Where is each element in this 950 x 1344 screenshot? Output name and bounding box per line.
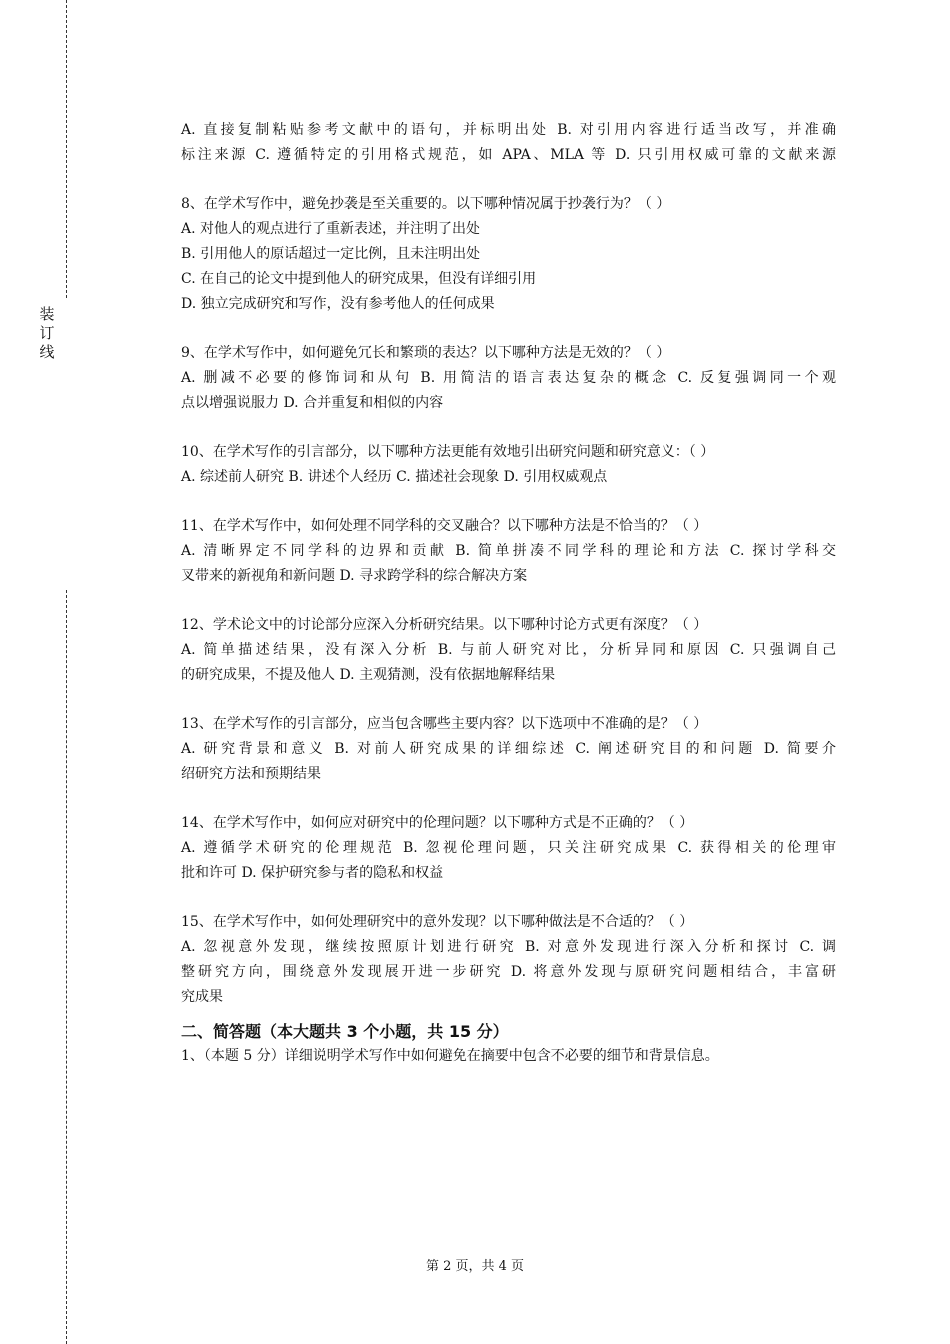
binding-char: 线 — [39, 343, 55, 361]
option-line: C. 在自己的论文中提到他人的研究成果，但没有详细引用 — [181, 271, 537, 287]
option-line: 点以增强说服力 D. 合并重复和相似的内容 — [181, 395, 444, 411]
question-8 — [181, 192, 836, 317]
option-line: 的研究成果，不提及他人 D. 主观猜测，没有依据地解释结果 — [181, 667, 556, 683]
binding-char: 订 — [39, 324, 55, 342]
question-12 — [181, 613, 836, 688]
option-line: A. 研究背景和意义 B. 对前人研究成果的详细综述 C. 阐述研究目的和问题 D. 简要介 — [181, 741, 836, 757]
short-answer-question-1: 1、（本题 5 分）详细说明学术写作中如何避免在摘要中包含不必要的细节和背景信息。 — [181, 1048, 719, 1064]
binding-char: 装 — [39, 305, 55, 323]
option-line: A. 忽视意外发现，继续按照原计划进行研究 B. 对意外发现进行深入分析和探讨 C. 调 — [181, 939, 836, 955]
question-7-options — [181, 118, 836, 168]
question-stem: 11、在学术写作中，如何处理不同学科的交叉融合？以下哪种方法是不恰当的？（ ） — [181, 518, 708, 534]
question-14 — [181, 811, 836, 886]
option-line: A. 遵循学术研究的伦理规范 B. 忽视伦理问题，只关注研究成果 C. 获得相关的伦理审 — [181, 840, 836, 856]
page-content — [181, 118, 836, 1069]
option-line: A. 删减不必要的修饰词和从句 B. 用简洁的语言表达复杂的概念 C. 反复强调同一个观 — [181, 370, 836, 386]
option-line: A. 综述前人研究 B. 讲述个人经历 C. 描述社会现象 D. 引用权威观点 — [181, 469, 608, 485]
question-stem: 12、学术论文中的讨论部分应深入分析研究结果。以下哪种讨论方式更有深度？（ ） — [181, 617, 708, 633]
question-15 — [181, 910, 836, 1010]
question-stem: 15、在学术写作中，如何处理研究中的意外发现？以下哪种做法是不合适的？（ ） — [181, 914, 694, 930]
question-13 — [181, 712, 836, 787]
question-10 — [181, 440, 836, 490]
option-line: D. 独立完成研究和写作，没有参考他人的任何成果 — [181, 296, 495, 312]
binding-dashed-line-bottom — [66, 590, 67, 1344]
option-line: 绍研究方法和预期结果 — [181, 766, 321, 782]
binding-dashed-line-top — [66, 0, 67, 298]
question-stem: 14、在学术写作中，如何应对研究中的伦理问题？以下哪种方式是不正确的？（ ） — [181, 815, 694, 831]
option-line: A. 清晰界定不同学科的边界和贡献 B. 简单拼凑不同学科的理论和方法 C. 探讨学科交 — [181, 543, 836, 559]
option-line: 叉带来的新视角和新问题 D. 寻求跨学科的综合解决方案 — [181, 568, 528, 584]
question-9 — [181, 341, 836, 416]
option-line: 批和许可 D. 保护研究参与者的隐私和权益 — [181, 865, 444, 881]
option-line: A. 直接复制粘贴参考文献中的语句，并标明出处 B. 对引用内容进行适当改写，并准确 — [181, 122, 836, 138]
option-line: A. 对他人的观点进行了重新表述，并注明了出处 — [181, 221, 481, 237]
question-stem: 13、在学术写作的引言部分，应当包含哪些主要内容？以下选项中不准确的是？（ ） — [181, 716, 708, 732]
option-line: 整研究方向，围绕意外发现展开进一步研究 D. 将意外发现与原研究问题相结合，丰富研 — [181, 964, 836, 980]
option-line: A. 简单描述结果，没有深入分析 B. 与前人研究对比，分析异同和原因 C. 只强调自己 — [181, 642, 836, 658]
question-stem: 9、在学术写作中，如何避免冗长和繁琐的表达？以下哪种方法是无效的？（ ） — [181, 345, 671, 361]
option-line: 标注来源 C. 遵循特定的引用格式规范，如 APA、MLA 等 D. 只引用权威可靠的文献来源 — [181, 147, 836, 163]
binding-label — [38, 305, 56, 362]
option-line: B. 引用他人的原话超过一定比例，且未注明出处 — [181, 246, 481, 262]
question-11 — [181, 514, 836, 589]
section-title: 二、简答题（本大题共 3 个小题，共 15 分） — [181, 1022, 509, 1041]
page-footer: 第 2 页，共 4 页 — [425, 1259, 525, 1274]
question-stem: 10、在学术写作的引言部分，以下哪种方法更能有效地引出研究问题和研究意义：（ ） — [181, 444, 715, 460]
option-line: 究成果 — [181, 989, 223, 1005]
question-stem: 8、在学术写作中，避免抄袭是至关重要的。以下哪种情况属于抄袭行为？（ ） — [181, 196, 671, 212]
